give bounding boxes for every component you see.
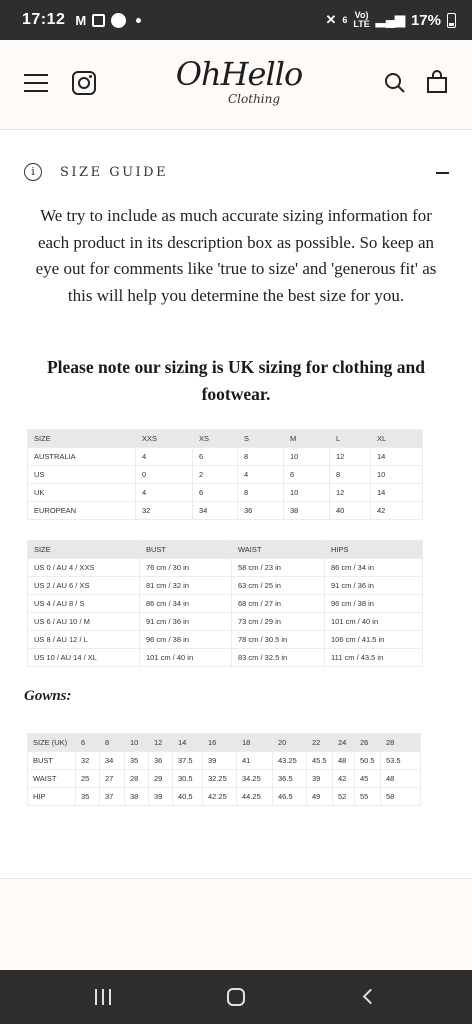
table-cell: 36 (238, 502, 284, 520)
table-header-cell: SIZE (28, 541, 140, 559)
messenger-icon (111, 13, 126, 28)
instagram-icon[interactable] (72, 71, 96, 95)
table-cell: 28 (125, 770, 149, 788)
table-header-cell: 22 (307, 734, 333, 752)
mute-icon: ✕ (325, 12, 337, 27)
table-row (28, 502, 423, 520)
table-cell: 63 cm / 25 in (232, 577, 325, 595)
table-cell: 14 (371, 448, 423, 466)
table-row (28, 631, 423, 649)
status-right (325, 11, 456, 29)
table-header-cell: 12 (149, 734, 173, 752)
table-cell: US 8 / AU 12 / L (28, 631, 140, 649)
table-cell: 68 cm / 27 in (232, 595, 325, 613)
size-guide-note: Please note our sizing is UK sizing for clothing and footwear. (46, 357, 426, 404)
table-cell: 39 (203, 752, 237, 770)
table-header-cell: 8 (100, 734, 125, 752)
table-cell: 8 (238, 484, 284, 502)
table-cell: 32 (76, 752, 100, 770)
table-cell: 10 (284, 484, 330, 502)
table-cell: UK (28, 484, 136, 502)
size-conversion-table (27, 429, 423, 520)
table-cell: 32.25 (203, 770, 237, 788)
table-header-cell: 26 (355, 734, 381, 752)
table-cell: 91 cm / 36 in (140, 613, 232, 631)
table-cell: 76 cm / 30 in (140, 559, 232, 577)
search-icon[interactable] (384, 72, 406, 94)
footer-band (0, 878, 472, 970)
table-cell: 96 cm / 38 in (140, 631, 232, 649)
gowns-table (27, 733, 421, 806)
table-header-cell: HIPS (325, 541, 423, 559)
table-cell: 39 (307, 770, 333, 788)
home-icon[interactable] (227, 988, 245, 1006)
table-cell: 29 (149, 770, 173, 788)
size-guide-accordion[interactable] (0, 160, 472, 186)
table-cell: 8 (330, 466, 371, 484)
table-cell: 44.25 (237, 788, 273, 806)
table-cell: 50.5 (355, 752, 381, 770)
table-cell: 6 (193, 448, 238, 466)
table-cell: 58 cm / 23 in (232, 559, 325, 577)
notification-dot-icon (136, 18, 141, 23)
table-cell: 6 (284, 466, 330, 484)
table-header-row (28, 734, 421, 752)
table-cell: 91 cm / 36 in (325, 577, 423, 595)
table-header-cell: XL (371, 430, 423, 448)
table-header-cell: 28 (381, 734, 421, 752)
status-time: 17:12 (22, 11, 66, 28)
table-cell: 46.5 (273, 788, 307, 806)
cart-icon[interactable] (426, 70, 448, 94)
table-cell: US (28, 466, 136, 484)
table-header-cell: 24 (333, 734, 355, 752)
table-cell: 58 (381, 788, 421, 806)
table-cell: 35 (125, 752, 149, 770)
table-header-cell: 18 (237, 734, 273, 752)
table-row (28, 613, 423, 631)
table-cell: 78 cm / 30.5 in (232, 631, 325, 649)
table-cell: 45 (355, 770, 381, 788)
table-row (28, 559, 423, 577)
table-cell: 86 cm / 34 in (140, 595, 232, 613)
table-cell: 45.5 (307, 752, 333, 770)
table-header-cell: M (284, 430, 330, 448)
table-cell: 25 (76, 770, 100, 788)
table-header-cell: 16 (203, 734, 237, 752)
table-cell: 32 (136, 502, 193, 520)
table-cell: 40.5 (173, 788, 203, 806)
table-cell: 40 (330, 502, 371, 520)
table-cell: 10 (371, 466, 423, 484)
table-cell: 36 (149, 752, 173, 770)
table-cell: 4 (136, 484, 193, 502)
table-cell: 12 (330, 448, 371, 466)
table-cell: 30.5 (173, 770, 203, 788)
table-cell: 10 (284, 448, 330, 466)
table-cell: 34 (193, 502, 238, 520)
table-cell: 4 (136, 448, 193, 466)
size-guide-title: SIZE GUIDE (60, 165, 169, 180)
table-cell: 49 (307, 788, 333, 806)
table-header-cell: SIZE (28, 430, 136, 448)
table-cell: 38 (284, 502, 330, 520)
table-cell: 53.5 (381, 752, 421, 770)
table-cell: 38 (125, 788, 149, 806)
table-cell: 42.25 (203, 788, 237, 806)
table-cell: 48 (333, 752, 355, 770)
table-cell: 106 cm / 41.5 in (325, 631, 423, 649)
back-icon[interactable] (363, 989, 379, 1005)
table-cell: US 2 / AU 6 / XS (28, 577, 140, 595)
table-header-cell: 6 (76, 734, 100, 752)
table-cell: 42 (333, 770, 355, 788)
wifi-icon (342, 15, 347, 25)
logo-main-text: OhHello (175, 55, 303, 93)
table-header-cell: 14 (173, 734, 203, 752)
table-header-cell: 20 (273, 734, 307, 752)
status-left (22, 11, 141, 29)
table-cell: 41 (237, 752, 273, 770)
table-row (28, 770, 421, 788)
table-cell: HIP (28, 788, 76, 806)
recents-icon[interactable] (95, 989, 111, 1005)
table-cell: 101 cm / 40 in (140, 649, 232, 667)
table-cell: AUSTRALIA (28, 448, 136, 466)
table-cell: 34 (100, 752, 125, 770)
table-row (28, 448, 423, 466)
battery-percent: 17% (410, 11, 441, 29)
table-cell: 55 (355, 788, 381, 806)
network-label (353, 11, 369, 29)
table-cell: 37.5 (173, 752, 203, 770)
table-row (28, 484, 423, 502)
table-cell: 73 cm / 29 in (232, 613, 325, 631)
table-header-row (28, 541, 423, 559)
network-bottom: LTE (353, 19, 370, 29)
table-cell: EUROPEAN (28, 502, 136, 520)
table-header-cell: L (330, 430, 371, 448)
table-row (28, 788, 421, 806)
table-row (28, 466, 423, 484)
table-cell: US 6 / AU 10 / M (28, 613, 140, 631)
logo-sub-text: Clothing (228, 92, 281, 106)
table-cell: 0 (136, 466, 193, 484)
network-top: Vo) (354, 10, 369, 20)
table-cell: 86 cm / 34 in (325, 559, 423, 577)
table-cell: 36.5 (273, 770, 307, 788)
table-cell: 35 (76, 788, 100, 806)
table-header-cell: XXS (136, 430, 193, 448)
table-row (28, 577, 423, 595)
table-cell: 2 (193, 466, 238, 484)
table-row (28, 649, 423, 667)
table-cell: US 4 / AU 8 / S (28, 595, 140, 613)
menu-icon[interactable] (24, 74, 48, 92)
table-cell: 83 cm / 32.5 in (232, 649, 325, 667)
site-logo[interactable] (164, 50, 314, 120)
table-cell: 34.25 (237, 770, 273, 788)
size-guide-intro: We try to include as much accurate sizing information for each product in its description box as possible. So keep an eye out for comments like 'true to size' and 'generous fit' as this will help you determine the best size for you. (35, 206, 437, 305)
gmail-icon: M (75, 12, 87, 28)
status-bar (0, 0, 472, 40)
table-cell: 43.25 (273, 752, 307, 770)
signal-icon: ▂▄▆ (375, 12, 405, 27)
table-cell: 39 (149, 788, 173, 806)
table-cell: 52 (333, 788, 355, 806)
gallery-icon (92, 14, 105, 27)
table-cell: US 0 / AU 4 / XXS (28, 559, 140, 577)
table-cell: 111 cm / 43.5 in (325, 649, 423, 667)
table-cell: 27 (100, 770, 125, 788)
table-cell: BUST (28, 752, 76, 770)
measurements-table (27, 540, 423, 667)
table-header-cell: SIZE (UK) (28, 734, 76, 752)
table-cell: 37 (100, 788, 125, 806)
table-header-cell: XS (193, 430, 238, 448)
table-cell: US 10 / AU 14 / XL (28, 649, 140, 667)
table-cell: WAIST (28, 770, 76, 788)
table-cell: 48 (381, 770, 421, 788)
table-cell: 42 (371, 502, 423, 520)
table-cell: 81 cm / 32 in (140, 577, 232, 595)
table-cell: 6 (193, 484, 238, 502)
table-cell: 96 cm / 38 in (325, 595, 423, 613)
collapse-icon[interactable] (436, 172, 449, 174)
table-row (28, 752, 421, 770)
wifi-label: 6 (342, 15, 348, 25)
table-header-cell: BUST (140, 541, 232, 559)
table-cell: 12 (330, 484, 371, 502)
table-cell: 4 (238, 466, 284, 484)
battery-icon (447, 13, 456, 28)
table-header-cell: S (238, 430, 284, 448)
table-cell: 14 (371, 484, 423, 502)
table-row (28, 595, 423, 613)
gowns-heading: Gowns: (24, 688, 72, 704)
info-icon: i (24, 163, 42, 181)
system-nav-bar (0, 970, 472, 1024)
table-header-row (28, 430, 423, 448)
table-header-cell: WAIST (232, 541, 325, 559)
table-header-cell: 10 (125, 734, 149, 752)
table-cell: 101 cm / 40 in (325, 613, 423, 631)
table-cell: 8 (238, 448, 284, 466)
site-header (0, 40, 472, 130)
